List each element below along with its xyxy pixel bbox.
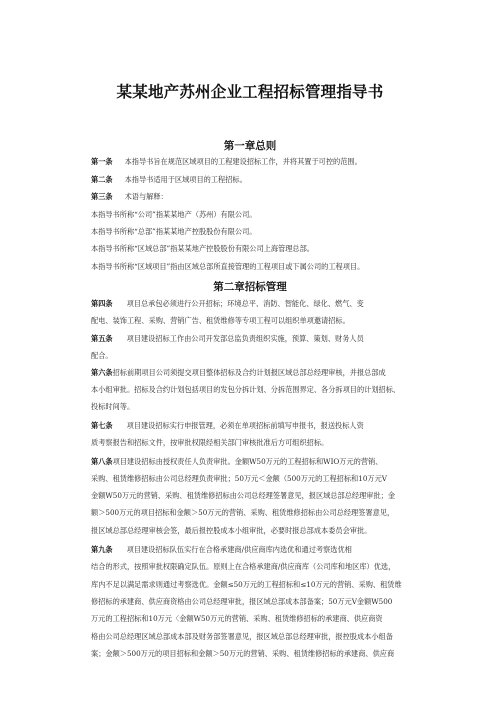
article-9-line: 结合的形式，按照审批权限确定队伍。原则上在合格承建商/供应商库（公司库和地区库）优选， (91, 562, 396, 571)
article-6-line (91, 368, 386, 377)
article-4-line (91, 299, 364, 308)
article-8-line: 金额W50万元的营销、采购、租赁维修招标由公司总经理签署意见，报区域总部总经理审批；金 (91, 491, 396, 500)
article-label: 第二条 (91, 175, 113, 184)
article-5-line: 配合。 (91, 351, 113, 360)
definition-regional-project: 本指导书所称“区域项目”指由区域总部所直接管理的工程项目或下属公司的工程项目。 (91, 262, 365, 271)
article-text: 项目建设招标工作由公司开发部总监负责组织实施，预算、策划、财务人员 (126, 334, 364, 343)
article-6-line: 本小组审批。招标及合约计划包括项目的发包分拆计划、分拆范围界定、各分拆项目的计划招标、 (91, 385, 401, 394)
article-text: 项目建设招标由授权责任人负责审批。金额W50万元的工程招标和WIO万元的营销、 (112, 457, 383, 466)
article-label: 第五条 (91, 334, 113, 343)
article-5-line (91, 334, 364, 343)
article-4-line: 配电、装饰工程、采购、营销广告、租赁维修等专项工程可以组织单项邀请招标。 (91, 316, 350, 325)
article-9-line (91, 545, 352, 554)
article-label: 第七条 (91, 421, 113, 430)
article-7-line: 质考察报告和招标文件，按审批权限经相关部门审核批准后方可组织招标。 (91, 438, 329, 447)
article-text: 项目总承包必须进行公开招标；环境总平、消防、智能化、绿化、燃气、变 (126, 299, 364, 308)
article-text: 本指导书旨在规范区域项目的工程建设招标工作，并将其置于可控的范围。 (124, 157, 362, 166)
article-8-line (91, 457, 382, 466)
article-label: 第八条 (91, 457, 113, 466)
document-title: 某某地产苏州企业工程招标管理指导书 (116, 83, 384, 101)
article-label: 第一条 (91, 157, 113, 166)
article-label: 第四条 (91, 299, 113, 308)
article-8-line: 报区域总部总经理审核会签，最后报控股成本小组审批，必要时报总部成本委员会审批。 (91, 526, 372, 535)
article-text: 项目建设招标队伍实行在合格承建商/供应商库内选优和通过考察选优相 (126, 545, 352, 554)
article-1 (91, 157, 362, 166)
article-text: 术语与解释： (124, 192, 168, 201)
article-7-line (91, 421, 364, 430)
chapter-1-heading: 第一章总则 (223, 140, 277, 152)
definition-regional-hq: 本指导书所称“区域总部”指某某地产控股股份有限公司上海管理总部。 (91, 244, 314, 253)
article-6-line: 投标时间等。 (91, 402, 135, 411)
article-9-line: 库内不足以满足需求则通过考察选优。金额≤50万元的工程招标和≤10万元的营销、采购、租赁维 (91, 580, 402, 589)
article-3 (91, 192, 168, 201)
article-text: 招标前期项目公司须提交项目整体招标及合约计划报区域总部总经理审核，并报总部成 (112, 368, 386, 377)
definition-company: 本指导书所称“公司”指某某地产（苏州）有限公司。 (91, 210, 257, 219)
article-label: 第三条 (91, 192, 113, 201)
article-2 (91, 175, 247, 184)
article-9-line: 万元的工程招标和10万元〈金额W50万元的营销、采购、租赁维修招标的承建商、供应商资 (91, 614, 383, 623)
article-text: 本指导书适用于区域项目的工程招标。 (124, 175, 247, 184)
chapter-2-heading: 第二章招标管理 (213, 281, 287, 293)
article-label: 第六条 (91, 368, 113, 377)
article-text: 项目建设招标实行申报管理，必须在单项招标前填写申报书，报送投标人资 (126, 421, 364, 430)
definition-headquarters: 本指导书所称“总部”指某某地产控股股份有限公司。 (91, 227, 257, 236)
article-9-line: 格由公司总经理区域总部成本部及财务部签署意见，报区域总部总经理审批，报控股成本小组备 (91, 632, 393, 641)
article-label: 第九条 (91, 545, 113, 554)
article-8-line: 采购、租赁维修招标由公司总经理负责审批；50万元＜金额（500万元的工程招标和10万元V (91, 474, 387, 483)
article-9-line: 案；金额＞500万元的项目招标和金额＞50万元的营销、采购、租赁维修招标的承建商、供应商 (91, 649, 395, 658)
article-8-line: 额＞500万元的项目招标和金额＞50万元的营销、采购、租赁维修招标由公司总经理签署意见， (91, 508, 395, 517)
article-9-line: 修招标的承建商、供应商资格由公司总经理审批，报区域总部成本部备案；50万元V金额W500 (91, 597, 393, 606)
